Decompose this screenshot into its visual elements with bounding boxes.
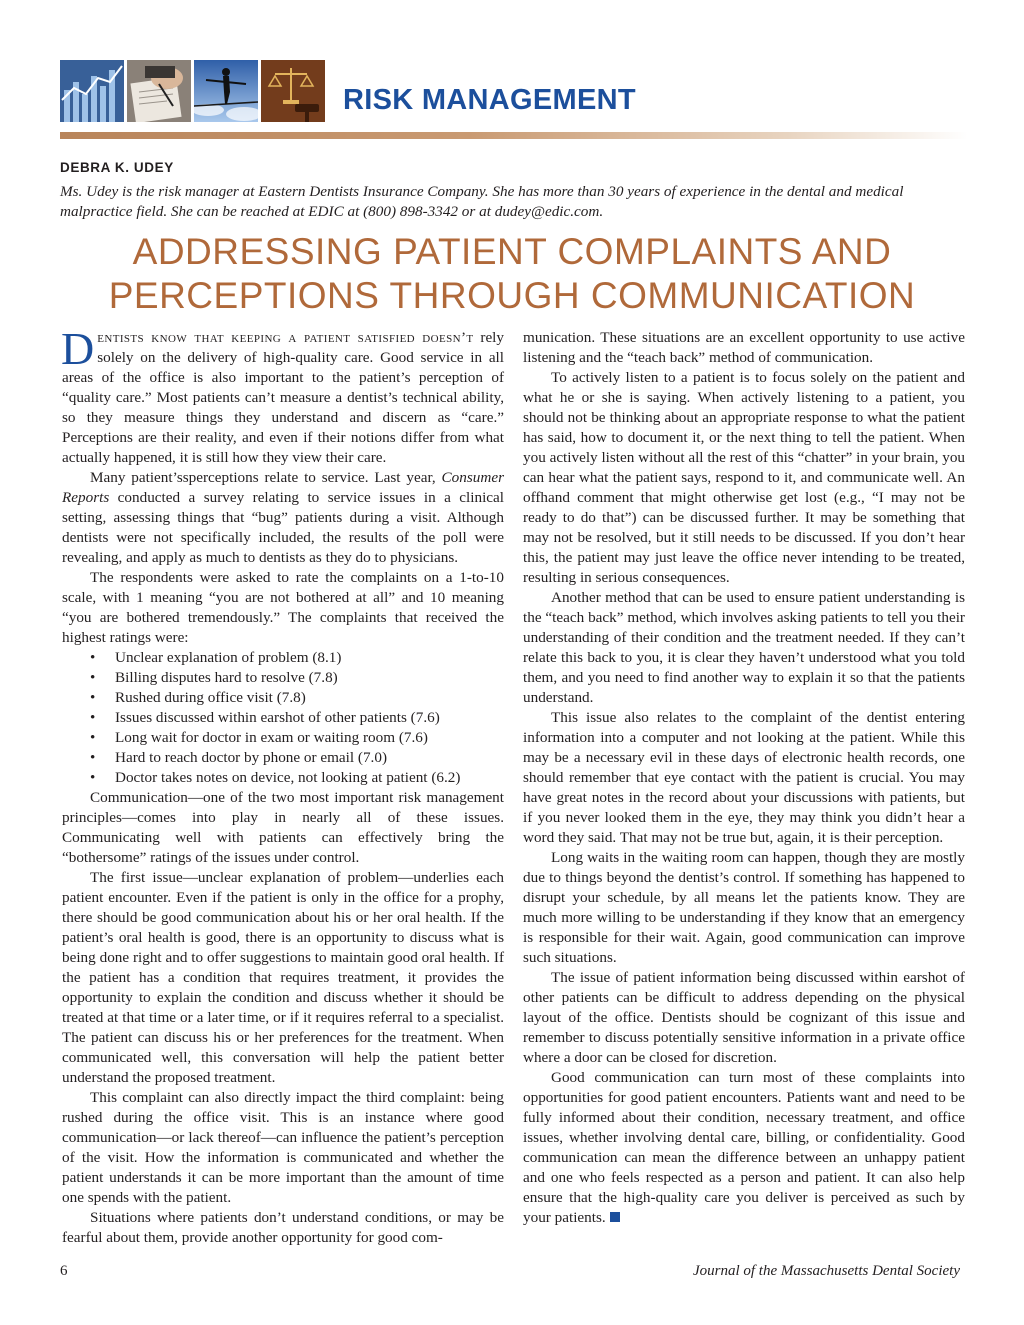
lead-text: rely solely on the delivery of high-quality care. Good service in all areas of the office is also important to the patient’s perception of “quality care.” Most patients can’t measure a dentist’s technical ability, so they measure things they understand and discern as “care.” Perceptions are their reality, and even if their notions differ from what actually happened, it is still how they view their care. [62,329,504,466]
end-mark-icon [610,1212,620,1222]
article-title-line-1: ADDRESSING PATIENT COMPLAINTS AND [132,231,892,272]
scales-and-gavel-photo [261,60,325,122]
complaints-list [62,648,504,788]
list-item: • Rushed during office visit (7.8) [62,688,504,708]
paragraph-4: Communication—one of the two most important risk management principles—comes into play in nearly all of these issues. Communicating well with patients can effectively bring the “bothersome” ratings of the issues under control. [62,789,504,866]
bar-chart-photo [60,60,124,122]
lead-smallcaps: entists know that keeping a patient satisfied doesn’t [97,329,474,346]
section-header [60,58,960,148]
paragraph-13: Good communication can turn most of these complaints into opportunities for good patient encounters. Patients want and need to be fully informed about their condition, necessary treatment, and office issues, whether involving dental care, billing, or confidentiality. Good communication can mean the difference between an unhappy patient and one who feels respected as a person and patient. It can also help ensure that the high-quality care you deliver is perceived as such by your patients. [523,1069,965,1226]
list-item: • Unclear explanation of problem (8.1) [62,648,504,668]
author-bio: Ms. Udey is the risk manager at Eastern Dentists Insurance Company. She has more than 30 years of experience in the dental and medical malpractice field. She can be reached at EDIC at (800) 898-3342 or at dudey@edic.com. [60,183,904,220]
paragraph-6: This complaint can also directly impact the third complaint: being rushed during the office visit. This is an instance where good communication—or lack thereof—can influence the patient’s perception of the visit. How the information is communicated and whether the patient understands it can be more important than the amount of time one spends with the patient. [62,1089,504,1206]
article-title-line-2: PERCEPTIONS THROUGH COMMUNICATION [108,275,916,316]
author-name: DEBRA K. UDEY [60,160,174,175]
paragraph-7-continued: munication. These situations are an excellent opportunity to use active listening and the “teach back” method of communication. [523,329,965,366]
list-item: • Long wait for doctor in exam or waiting room (7.6) [62,728,504,748]
paragraph-8: To actively listen to a patient is to focus solely on the patient and what he or she is saying. When actively listening to a patient, you should not be thinking about an appropriate response to what the patient has said, how to document it, or the next thing to tell the patient. When you actively listen without all the rest of this “chatter” in your brain, you can hear what the patient says, respond to it, and communicate well. An offhand comment that might otherwise get lost (e.g., “I may not be ready to do that”) can be discussed further. It may be something that may not be resolved, but it still needs to be discussed. If you don’t hear this, the patient may just leave the office never intending to be treated, resulting in serious consequences. [523,369,966,586]
list-item: • Billing disputes hard to resolve (7.8) [62,668,504,688]
paragraph-5: The first issue—unclear explanation of problem—underlies each patient encounter. Even if the patient is only in the office for a prophy, there should be good communication about his or her oral health. If the patient’s oral health is good, there is an opportunity to discuss what is being done right and to offer suggestions to maintain good oral health. If the patient has a condition that requires treatment, it provides the opportunity to explain the condition and discuss whether it should be treated at that time or a later time, or if it requires referral to a specialist. The patient can discuss his or her preferences for the treatment. When communicated well, this conversation will help the patient better understand the proposed treatment. [62,869,504,1086]
paragraph-12: The issue of patient information being discussed within earshot of other patients can be difficult to address depending on the physical layout of the office. Dentists should be cognizant of this issue and remember to discuss potentially sensitive information in a private office where a door can be closed for discretion. [523,969,965,1066]
article-title [60,230,964,318]
signing-document-photo [127,60,191,122]
paragraph-3: The respondents were asked to rate the complaints on a 1-to-10 scale, with 1 meaning “you are not bothered at all” and 10 meaning “you are bothered tremendously.” The complaints that received the highest ratings were: [62,569,504,646]
list-item: • Hard to reach doctor by phone or email (7.0) [62,748,504,768]
list-item: • Issues discussed within earshot of other patients (7.6) [62,708,504,728]
article-column-right [523,328,965,1228]
paragraph-11: Long waits in the waiting room can happen, though they are mostly due to things beyond the dentist’s control. If something has happened to disrupt your schedule, by all means let the patients know. They are much more willing to be understanding if they know that an emergency is responsible for their wait. Again, good communication can improve such situations. [523,849,965,966]
paragraph-10: This issue also relates to the complaint of the dentist entering information into a computer and not looking at the patient. While this may be a necessary evil in these days of electronic health records, one should remember that eye contact with the patient is crucial. You may have great notes in the record about your discussions with patients, but if you never looked them in the eye, they may think you didn’t hear a word they said. That may not be true but, again, it is their perception. [523,709,965,846]
header-rule [60,132,968,139]
paragraph-2: Many patient’ssperceptions relate to service. Last year, Consumer Reports conducted a survey relating to service issues in a clinical setting, assessing things that “bug” patients during a visit. Although dentists were not specifically included, the results of the poll were revealing, and apply as much to dentists as they do to physicians. [62,469,504,566]
article-column-left [61,323,504,1248]
drop-cap: D [61,323,95,374]
header-image-strip [60,60,325,122]
tightrope-walker-photo [194,60,258,122]
list-item: • Doctor takes notes on device, not looking at patient (6.2) [62,768,504,788]
paragraph-9: Another method that can be used to ensure patient understanding is the “teach back” method, which involves asking patients to tell you their understanding of their condition and the treatment needed. If they can’t relate this back to you, it is clear they haven’t understood what you told them, and you need to find another way to explain it so that the patients understand. [523,589,965,706]
journal-name: Journal of the Massachusetts Dental Society [692,1263,960,1279]
publication-name: Consumer Reports [62,469,504,506]
section-title: RISK MANAGEMENT [343,84,636,116]
lead-paragraph [61,323,504,468]
paragraph-7: Situations where patients don’t understand conditions, or may be fearful about them, provide another opportunity for good com- [62,1209,504,1246]
page-number: 6 [60,1263,68,1279]
